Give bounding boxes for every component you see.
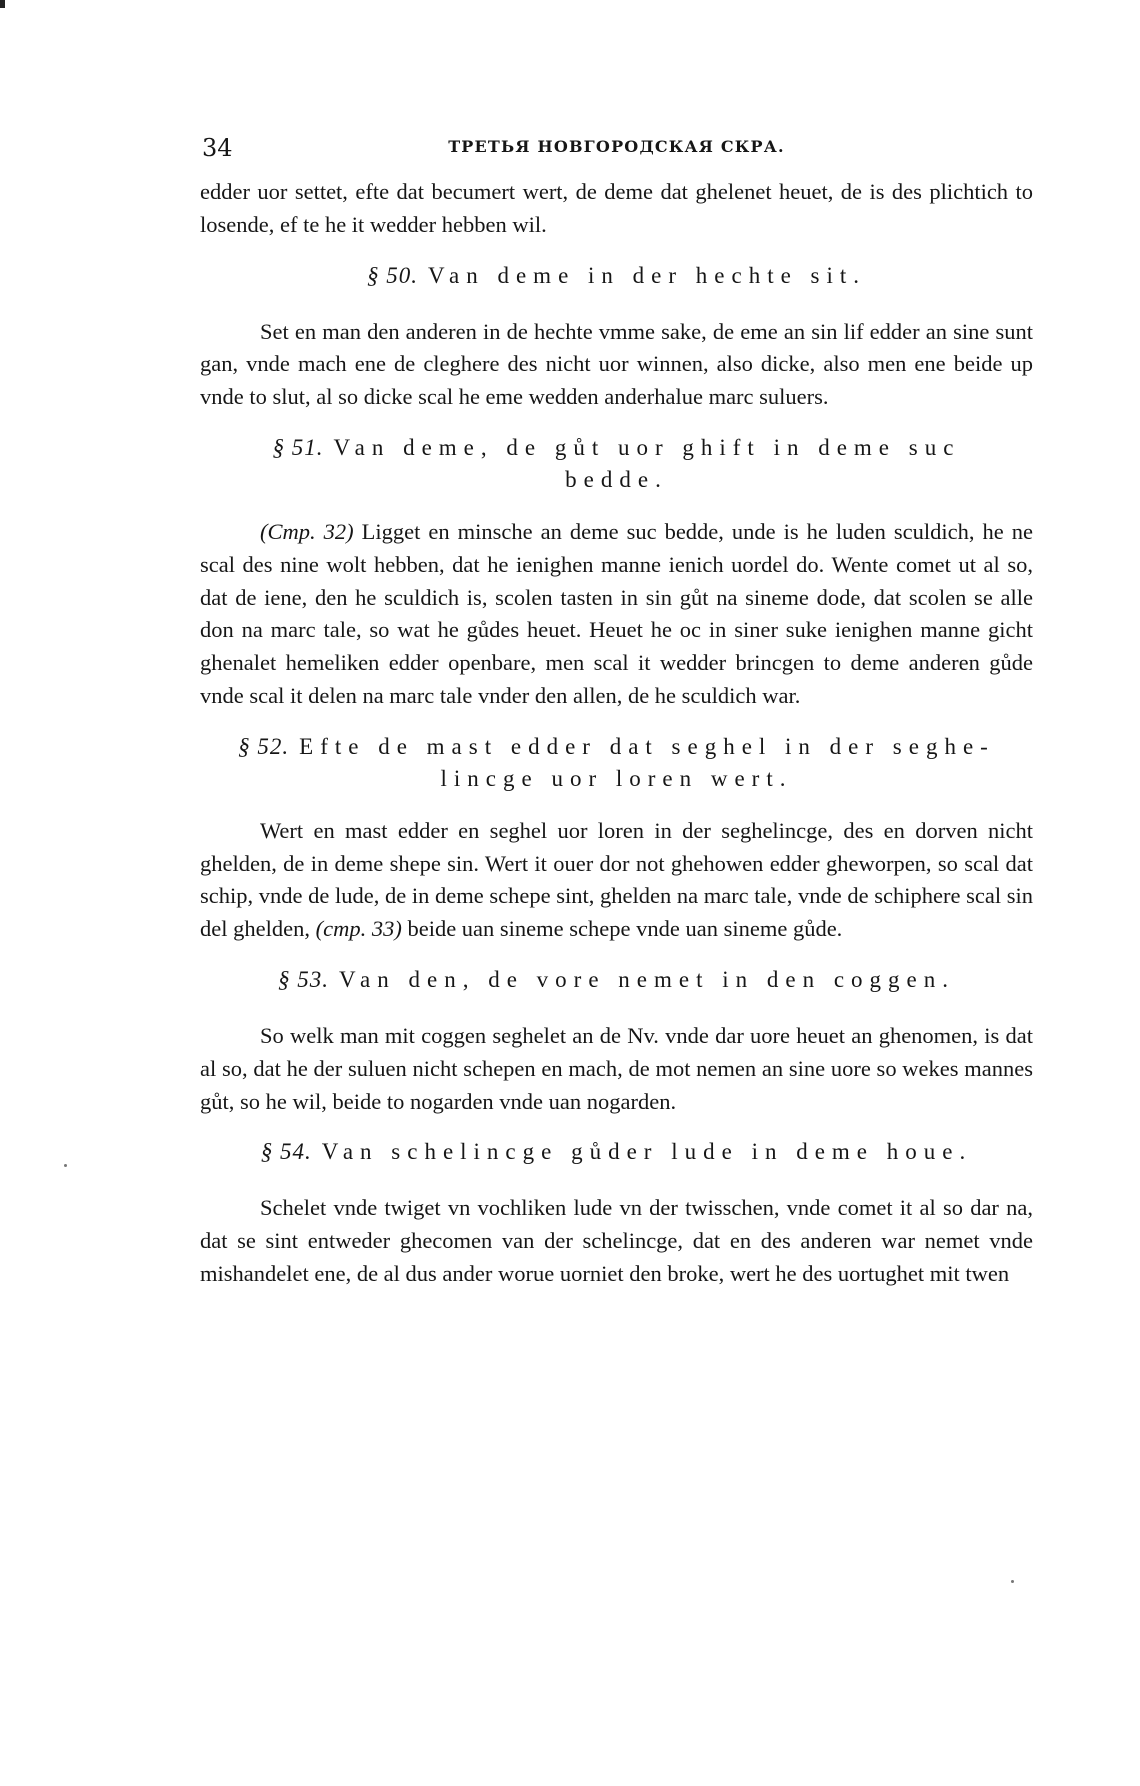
page-header xyxy=(200,134,1033,164)
section-51-cmp-reference: (Cmp. 32) xyxy=(260,518,354,544)
section-50-sign: § 50. xyxy=(366,262,418,288)
section-51-title-line-2: bedde. xyxy=(565,466,668,492)
section-50-title: Van deme in der hechte sit. xyxy=(427,262,867,288)
scan-speck xyxy=(64,1164,67,1167)
scan-corner-mark xyxy=(0,0,5,8)
section-52-text-before: Wert en mast edder en seghel uor loren in der seghelincge, des en dorven nicht ghelden, de in deme shepe sin. Wert it ouer dor not ghehowen edder gheworpen, so scal dat schip, vnde de lude, de in deme schepe sint, ghelden na marc tale, vnde de schiphere scal sin del ghelden, xyxy=(200,817,1033,942)
section-50-text: Set en man den anderen in de hechte vmme sake, de eme an sin lif edder an sine sunt gan, vnde mach ene de cleghere des nicht uor winnen, also dicke, also men ene beide up vnde to slut, al so dicke scal he eme wedden anderhalue marc suluers. xyxy=(200,318,1033,410)
book-page xyxy=(200,0,1033,1786)
section-52-text-after: beide uan sineme schepe vnde uan sineme gůde. xyxy=(407,916,843,942)
section-54-sign: § 54. xyxy=(260,1139,312,1165)
section-54-text: Schelet vnde twiget vn vochliken lude vn der twisschen, vnde comet it al so dar na, dat se sint entweder ghecomen van der schelincge, dat en des anderen war nemet vnde mishandelet ene, de al dus ander worue uorniet den broke, wert he des uortughet mit twen xyxy=(200,1195,1033,1286)
section-51-sign: § 51. xyxy=(272,434,324,460)
section-53-heading xyxy=(200,964,1033,996)
intro-paragraph: edder uor settet, efte dat becumert wert, de deme dat ghelenet heuet, de is des plichtich to losende, ef te he it wedder hebben wil. xyxy=(200,179,1033,237)
section-52-sign: § 52. xyxy=(238,733,290,759)
section-51-text xyxy=(200,516,1033,713)
section-52-heading xyxy=(200,731,1033,795)
section-51-title-line-1: Van deme, de gůt uor ghift in deme suc xyxy=(333,434,961,460)
page-body xyxy=(200,176,1033,1291)
section-52-text xyxy=(200,815,1033,946)
section-52-heading-line-1 xyxy=(200,731,1033,763)
section-53-sign: § 53. xyxy=(277,966,329,992)
section-53-title: Van den, de vore nemet in den coggen. xyxy=(338,966,956,992)
running-title: ТРЕТЬЯ НОВГОРОДСКАЯ СКРА. xyxy=(448,137,785,156)
section-54-heading xyxy=(200,1136,1033,1168)
scan-speck xyxy=(1011,1580,1014,1583)
section-52-title-line-1: Efte de mast edder dat seghel in der seghe- xyxy=(299,733,995,759)
section-51-heading xyxy=(200,432,1033,496)
section-51-text-body: Ligget en minsche an deme suc bedde, unde is he luden sculdich, he ne scal des nine wolt hebben, dat he ienighen manne ienich uordel do. Wente comet ut al so, dat de iene, den he sculdich is, scolen tasten in sin gůt na sineme dode, dat scolen se alle don na marc tale, so wat he gůdes heuet. Heuet he oc in siner suke ienighen manne gicht ghenalet hemeliken edder openbare, men scal it wedder brincgen to deme anderen gůde vnde scal it delen na marc tale vnder den allen, de he sculdich war. xyxy=(200,518,1033,708)
section-54-title: Van schelincge gůder lude in deme houe. xyxy=(321,1139,973,1165)
page-number: 34 xyxy=(202,134,233,162)
section-51-heading-line-1 xyxy=(200,432,1033,464)
section-52-cmp-reference: (cmp. 33) xyxy=(315,916,402,942)
section-53-text: So welk man mit coggen seghelet an de Nv. vnde dar uore heuet an ghenomen, is dat al so, dat he der suluen nicht schepen en mach, de mot nemen an sine uore so wekes mannes gůt, so he wil, beide to nogarden vnde uan nogarden. xyxy=(200,1022,1033,1114)
section-50-heading xyxy=(200,260,1033,292)
section-52-title-line-2: lincge uor loren wert. xyxy=(440,765,793,791)
